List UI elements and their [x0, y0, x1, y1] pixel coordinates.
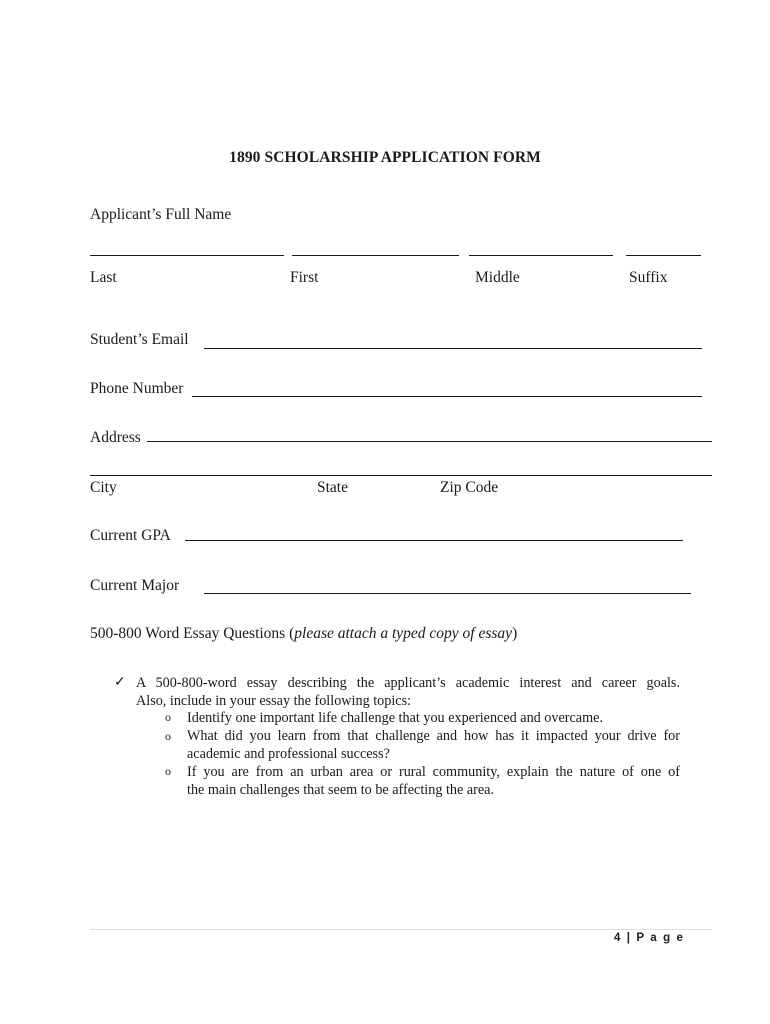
email-field[interactable] [204, 348, 702, 349]
major-field[interactable] [204, 593, 691, 594]
first-name-label: First [290, 269, 319, 286]
phone-label: Phone Number [90, 380, 184, 397]
gpa-field[interactable] [185, 540, 683, 541]
full-name-label: Applicant’s Full Name [90, 206, 232, 223]
essay-topic-3-line-2: the main challenges that seem to be affecting the area. [187, 782, 494, 798]
page-number: 4 [614, 932, 622, 944]
essay-topic-2-line-2: academic and professional success? [187, 746, 390, 762]
major-label: Current Major [90, 577, 180, 594]
page-footer [614, 932, 685, 944]
checkmark-icon: ✓ [114, 675, 126, 690]
phone-field[interactable] [192, 396, 702, 397]
page-separator: | [626, 932, 632, 944]
city-label: City [90, 479, 117, 496]
address-line-2-field[interactable] [90, 475, 712, 476]
essay-intro-line-1: A 500-800-word essay describing the applicant’s academic interest and career goals. [136, 675, 680, 691]
footer-divider [90, 929, 712, 930]
essay-topic-2-line-1: What did you learn from that challenge and how has it impacted your drive for [187, 728, 680, 744]
zip-code-label: Zip Code [440, 479, 499, 496]
last-name-field[interactable] [90, 255, 284, 256]
address-label: Address [90, 429, 141, 446]
essay-topic-1: Identify one important life challenge that you experienced and overcame. [187, 710, 603, 726]
suffix-field[interactable] [626, 255, 701, 256]
bullet-icon: o [165, 710, 171, 724]
bullet-icon: o [165, 764, 171, 778]
essay-topic-3-line-1: If you are from an urban area or rural community, explain the nature of one of [187, 764, 680, 780]
page-label: P a g e [636, 932, 685, 944]
form-title: 1890 SCHOLARSHIP APPLICATION FORM [229, 149, 541, 166]
suffix-label: Suffix [629, 269, 668, 286]
first-name-field[interactable] [292, 255, 459, 256]
email-label: Student’s Email [90, 331, 189, 348]
middle-name-label: Middle [475, 269, 520, 286]
bullet-icon: o [165, 729, 171, 743]
state-label: State [317, 479, 348, 496]
essay-heading: 500-800 Word Essay Questions (please attach a typed copy of essay) [90, 625, 518, 642]
last-name-label: Last [90, 269, 117, 286]
gpa-label: Current GPA [90, 527, 171, 544]
essay-intro-line-2: Also, include in your essay the following topics: [136, 693, 412, 709]
address-field[interactable] [147, 441, 712, 442]
middle-name-field[interactable] [469, 255, 613, 256]
